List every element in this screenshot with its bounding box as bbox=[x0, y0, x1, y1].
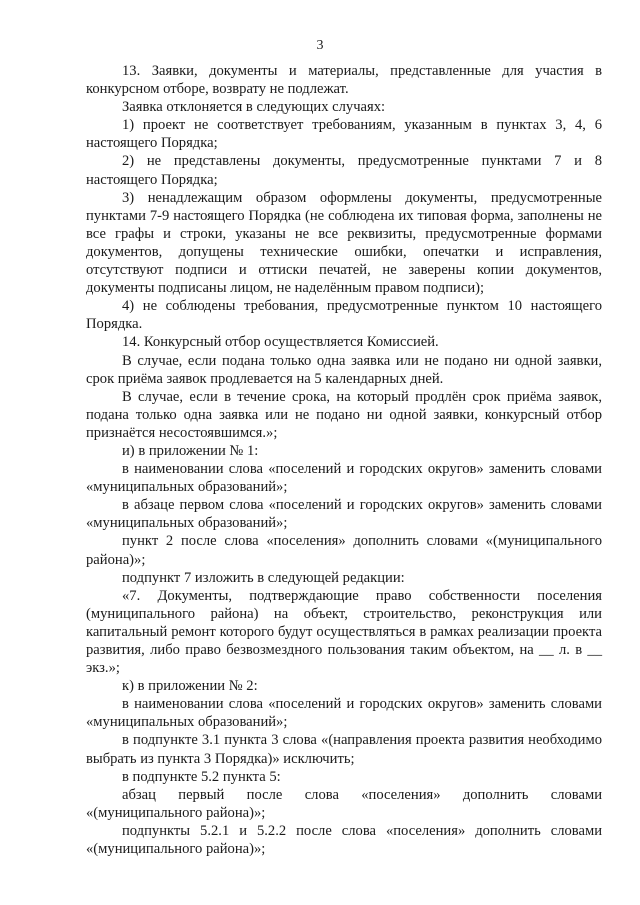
paragraph: пункт 2 после слова «поселения» дополнить словами «(муниципального района)»; bbox=[86, 533, 602, 568]
paragraph: 3) ненадлежащим образом оформлены документы, предусмотренные пунктами 7-9 настоящего Порядка (не соблюдена их типовая форма, заполнены не все графы и строки, указаны не все реквизиты, предусмотренные формами документов, допущены технические ошибки, опечатки и исправления, отсутствуют подписи и оттиски печатей, не заверены копии документов, документы подписаны лицом, не наделённым правом подписи); bbox=[86, 189, 602, 297]
paragraph: Заявка отклоняется в следующих случаях: bbox=[122, 99, 386, 116]
paragraph: 4) не соблюдены требования, предусмотренные пунктом 10 настоящего Порядка. bbox=[86, 298, 602, 333]
paragraph: В случае, если в течение срока, на который продлён срок приёма заявок, подана только одна заявка или не подано ни одной заявки, конкурсный отбор признаётся несостоявшимся.»; bbox=[86, 388, 602, 441]
paragraph: в подпункте 3.1 пункта 3 слова «(направления проекта развития необходимо выбрать из пункта 3 Порядка)» исключить; bbox=[86, 732, 602, 767]
paragraph: в подпункте 5.2 пункта 5: bbox=[122, 768, 281, 785]
paragraph: в наименовании слова «поселений и городских округов» заменить словами «муниципальных образований»; bbox=[86, 461, 602, 496]
paragraph: 1) проект не соответствует требованиям, указанным в пунктах 3, 4, 6 настоящего Порядка; bbox=[86, 117, 602, 152]
page-number: 3 bbox=[316, 38, 324, 53]
paragraph: в наименовании слова «поселений и городских округов» заменить словами «муниципальных образований»; bbox=[86, 696, 602, 731]
paragraph: подпункт 7 изложить в следующей редакции: bbox=[122, 569, 405, 586]
paragraph: 14. Конкурсный отбор осуществляется Комиссией. bbox=[122, 334, 439, 351]
document-body bbox=[86, 62, 602, 858]
paragraph: к) в приложении № 2: bbox=[122, 678, 258, 695]
paragraph: подпункты 5.2.1 и 5.2.2 после слова «поселения» дополнить словами «(муниципального района)»; bbox=[86, 822, 602, 858]
paragraph: 13. Заявки, документы и материалы, представленные для участия в конкурсном отборе, возврату не подлежат. bbox=[86, 63, 602, 98]
paragraph: 2) не представлены документы, предусмотренные пунктами 7 и 8 настоящего Порядка; bbox=[86, 153, 602, 188]
paragraph: абзац первый после слова «поселения» дополнить словами «(муниципального района)»; bbox=[86, 786, 602, 821]
paragraph: и) в приложении № 1: bbox=[122, 442, 259, 459]
paragraph: в абзаце первом слова «поселений и городских округов» заменить словами «муниципальных образований»; bbox=[86, 497, 602, 532]
paragraph: В случае, если подана только одна заявка или не подано ни одной заявки, срок приёма заявок продлевается на 5 календарных дней. bbox=[86, 352, 602, 387]
paragraph: «7. Документы, подтверждающие право собственности поселения (муниципального района) на объект, строительство, реконструкция или капитальный ремонт которого будут осуществляться в рамках реализации проекта развития, либо право безвозмездного пользования таким объектом, на __ л. в __ экз.»; bbox=[86, 587, 602, 677]
